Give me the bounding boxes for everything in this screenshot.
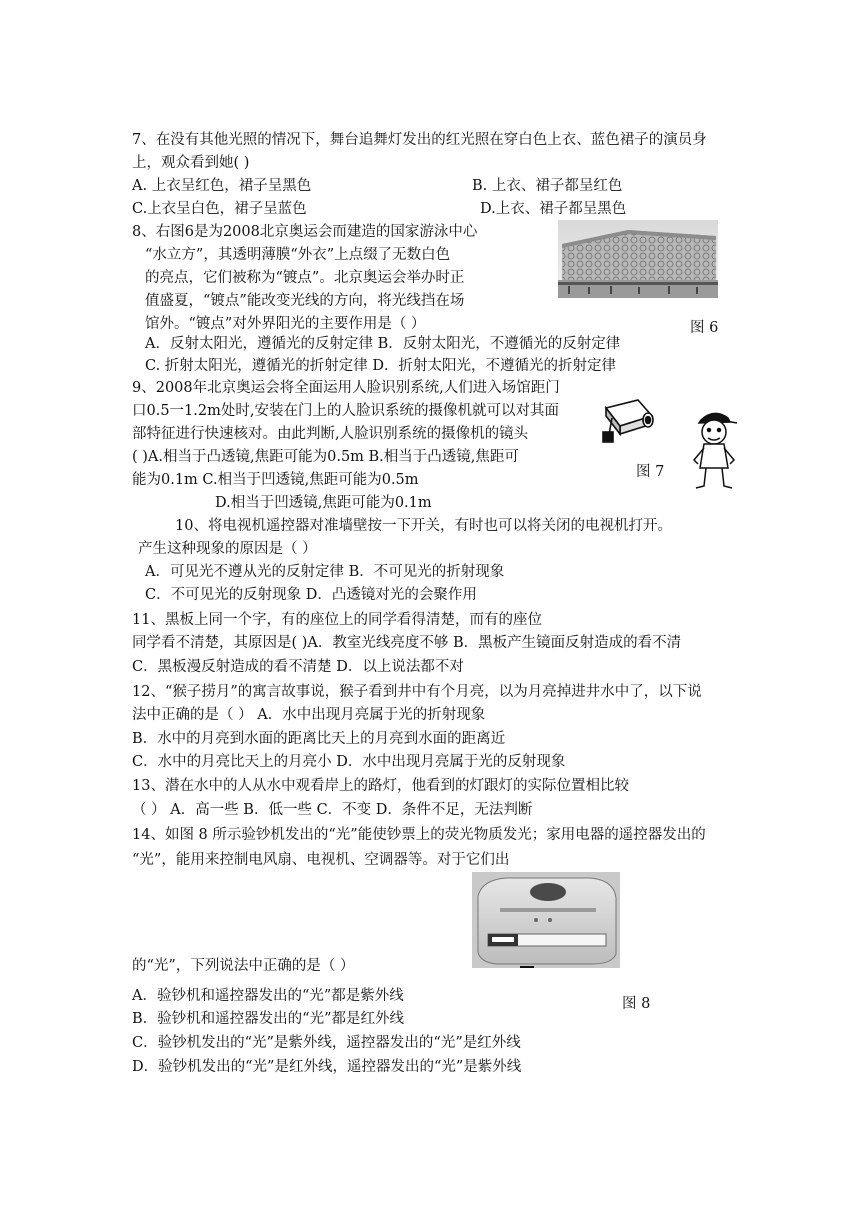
q11-line2: 同学看不清楚，其原因是( )A．教室光线亮度不够 B．黑板产生镜面反射造成的看不清 (132, 635, 682, 651)
q12-line3: B．水中的月亮到水面的距离比天上的月亮到水面的距离近 (132, 731, 506, 747)
counterfeit-detector-photo (472, 872, 620, 968)
q8-option-cd: C. 折射太阳光，遵循光的折射定律 D．折射太阳光，不遵循光的折射定律 (145, 358, 617, 374)
figure-8-caption: 图 8 (622, 996, 651, 1012)
q7-stem-line2: 上，观众看到她( ) (132, 155, 250, 171)
q12-line4: C．水中的月亮比天上的月亮小 D．水中出现月亮属于光的反射现象 (132, 754, 566, 770)
q9-line2: 口0.5一1.2m处时,安装在门上的人脸识系统的摄像机就可以对其面 (132, 403, 559, 419)
figure-7-caption: 图 7 (636, 464, 665, 480)
q10-line2: 产生这种现象的原因是（ ） (138, 541, 317, 557)
q9-line1: 9、2008年北京奥运会将全面运用人脸识别系统,人们进入场馆距门 (132, 380, 560, 396)
q14-line2: “光”，能用来控制电风扇、电视机、空调器等。对于它们出 (132, 852, 510, 868)
q14-option-c: C．验钞机发出的“光”是紫外线，遥控器发出的“光”是红外线 (132, 1035, 521, 1051)
q8-line5: 馆外。“镀点”对外界阳光的主要作用是（ ） (145, 316, 426, 332)
person-icon (690, 408, 740, 490)
q10-option-ab: A．可见光不遵从光的反射定律 B．不可见光的折射现象 (145, 564, 505, 580)
q14-option-a: A．验钞机和遥控器发出的“光”都是紫外线 (132, 988, 404, 1004)
q13-line2: （ ） A．高一些 B．低一些 C．不变 D．条件不足，无法判断 (132, 802, 533, 818)
q8-line3: 的亮点，它们被称为“镀点”。北京奥运会举办时正 (145, 270, 465, 286)
q9-line4: ( )A.相当于凸透镜,焦距可能为0.5m B.相当于凸透镜,焦距可 (132, 449, 519, 465)
q13-line1: 13、潜在水中的人从水中观看岸上的路灯，他看到的灯跟灯的实际位置相比较 (132, 778, 629, 794)
q10-option-cd: C．不可见光的反射现象 D．凸透镜对光的会聚作用 (145, 587, 477, 603)
divider (520, 966, 534, 968)
q14-line1: 14、如图 8 所示验钞机发出的“光”能使钞票上的荧光物质发光；家用电器的遥控器发出的 (132, 827, 706, 843)
q7-option-b: B. 上衣、裙子都呈红色 (472, 178, 623, 194)
q8-line1: 8、右图6是为2008北京奥运会而建造的国家游泳中心 (132, 224, 478, 240)
q14-option-d: D．验钞机发出的“光”是红外线，遥控器发出的“光”是紫外线 (132, 1059, 522, 1075)
q7-stem-line1: 7、在没有其他光照的情况下，舞台追舞灯发出的红光照在穿白色上衣、蓝色裙子的演员身 (132, 132, 707, 148)
q8-line2: “水立方”，其透明薄膜“外衣”上点缀了无数白色 (145, 247, 451, 263)
q12-line2: 法中正确的是（ ） A．水中出现月亮属于光的折射现象 (132, 707, 486, 723)
water-cube-photo (558, 220, 718, 298)
camera-icon (600, 396, 660, 446)
q9-line6: D.相当于凹透镜,焦距可能为0.1m (215, 495, 432, 511)
figure-6-caption: 图 6 (690, 320, 719, 336)
q9-line5: 能为0.1m C.相当于凹透镜,焦距可能为0.5m (132, 472, 419, 488)
q12-line1: 12、“猴子捞月”的寓言故事说，猴子看到井中有个月亮，以为月亮掉进井水中了，以下说 (132, 684, 702, 700)
q11-line1: 11、黑板上同一个字，有的座位上的同学看得清楚，而有的座位 (132, 612, 542, 628)
q11-line3: C．黑板漫反射造成的看不清楚 D．以上说法都不对 (132, 659, 464, 675)
q14-option-b: B．验钞机和遥控器发出的“光”都是红外线 (132, 1011, 404, 1027)
q8-line4: 值盛夏，“镀点”能改变光线的方向，将光线挡在场 (145, 293, 465, 309)
q7-option-d: D.上衣、裙子都呈黑色 (480, 201, 627, 217)
q7-option-c: C.上衣呈白色，裙子呈蓝色 (132, 201, 307, 217)
q10-line1: 10、将电视机遥控器对准墙壁按一下开关，有时也可以将关闭的电视机打开。 (175, 518, 672, 534)
q9-line3: 部特征进行快速核对。由此判断,人脸识别系统的摄像机的镜头 (132, 426, 529, 442)
q8-option-ab: A．反射太阳光，遵循光的反射定律 B．反射太阳光，不遵循光的反射定律 (145, 336, 621, 352)
q7-option-a: A. 上衣呈红色，裙子呈黑色 (132, 178, 312, 194)
q14-line3: 的“光”，下列说法中正确的是（ ） (132, 958, 355, 974)
